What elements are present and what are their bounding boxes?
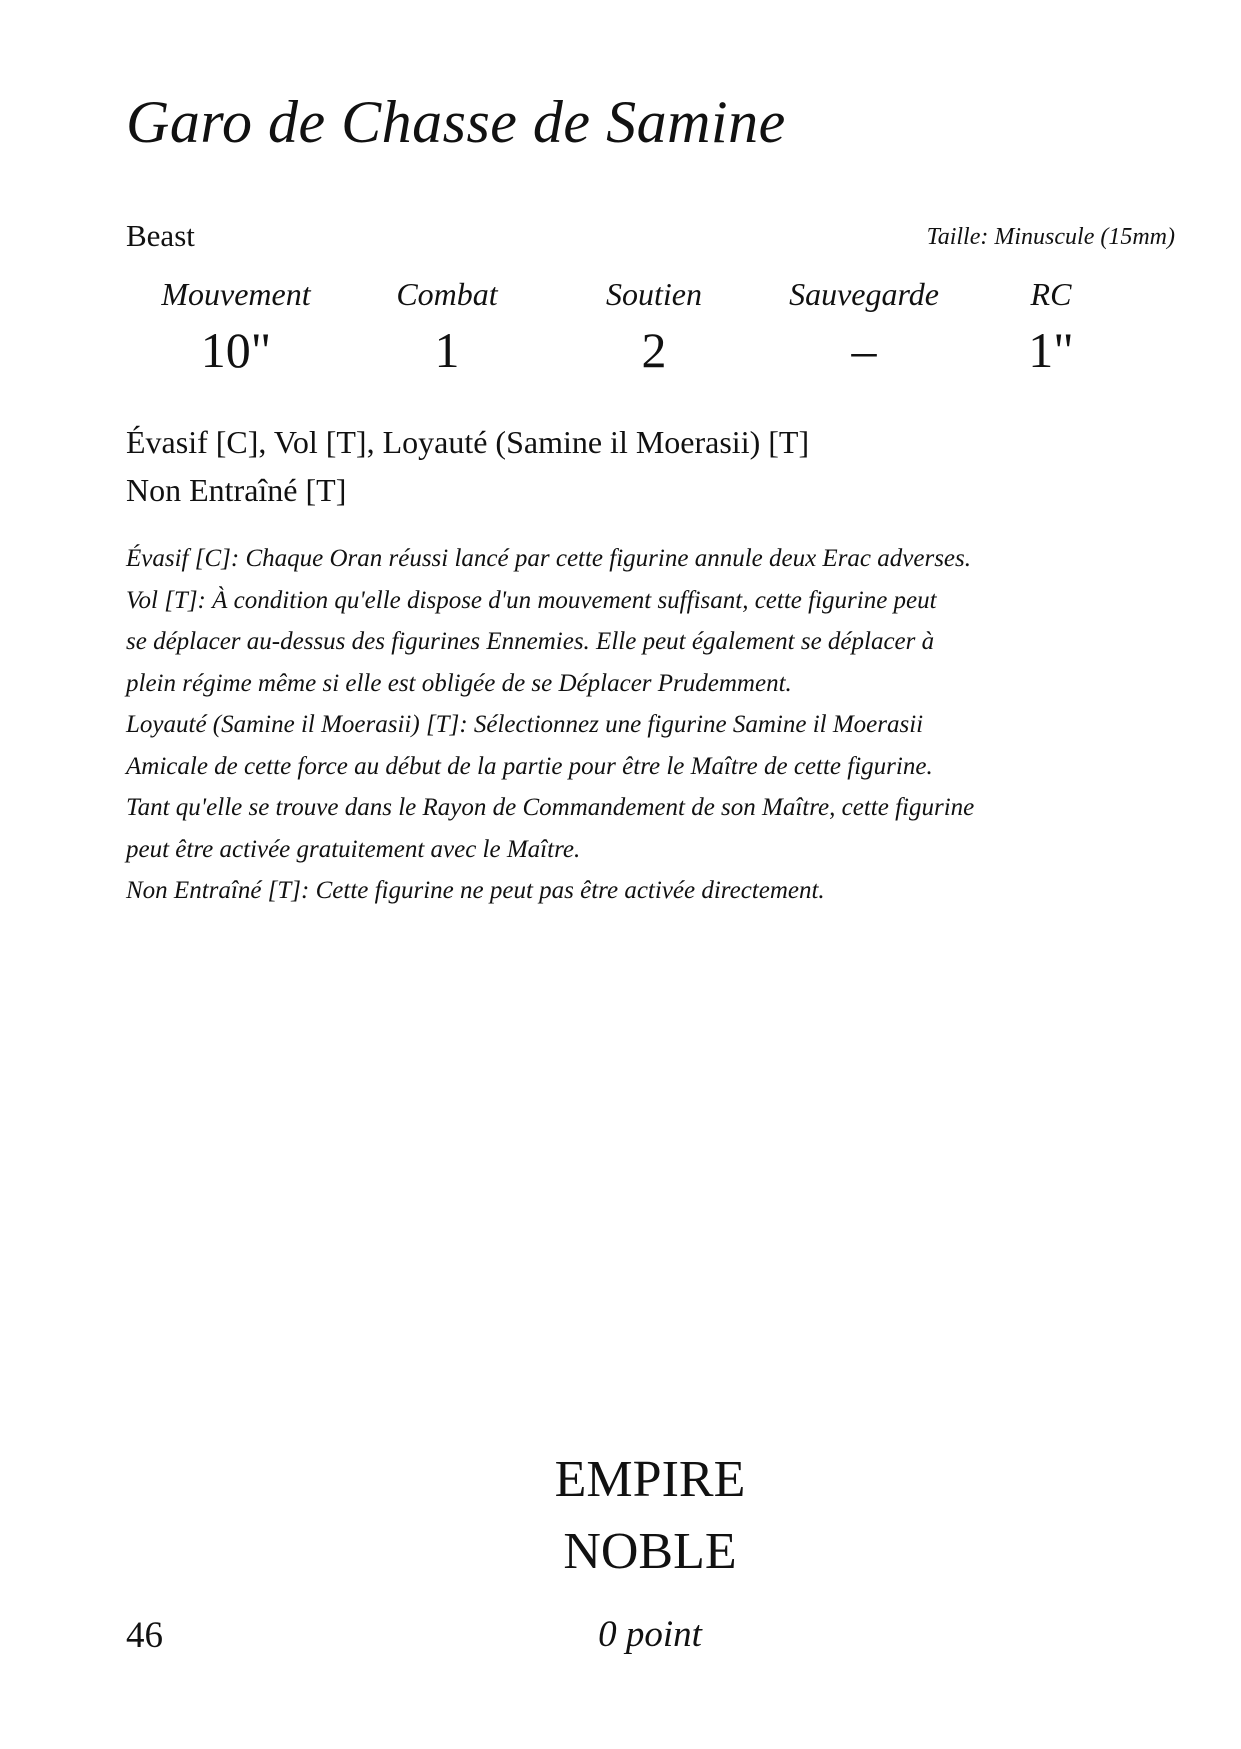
stat-movement [126, 276, 346, 379]
stat-label: Sauvegarde [789, 276, 939, 312]
trait-line: Non Entraîné [T] [126, 472, 347, 508]
stat-label: Combat [396, 276, 498, 312]
rules-line: Évasif [C]: Chaque Oran réussi lancé par cette figurine annule deux Erac adverses. [126, 545, 971, 572]
faction-name [440, 1444, 860, 1588]
rules-line: Tant qu'elle se trouve dans le Rayon de Commandement de son Maître, cette figurine [126, 794, 975, 821]
faction-line: EMPIRE [554, 1451, 746, 1508]
stat-value: 10" [200, 322, 272, 378]
stat-support [544, 276, 764, 379]
page-number: 46 [126, 1615, 163, 1656]
trait-line: Évasif [C], Vol [T], Loyauté (Samine il Moerasii) [T] [126, 424, 810, 460]
rules-line: plein régime même si elle est obligée de se Déplacer Prudemment. [126, 669, 792, 697]
stat-label: Mouvement [161, 276, 311, 312]
unit-title: Garo de Chasse de Samine [126, 89, 786, 155]
stat-line [126, 276, 1136, 396]
stat-label: Soutien [606, 276, 702, 312]
unit-type: Beast [126, 218, 195, 253]
stat-value: 2 [641, 322, 667, 378]
stat-combat [337, 276, 557, 379]
stat-label: RC [1030, 276, 1072, 312]
rules-text [126, 538, 1116, 912]
trait-list [126, 418, 809, 514]
stat-value: – [851, 322, 877, 378]
rules-line: peut être activée gratuitement avec le Maître. [126, 835, 581, 863]
stat-command-range [966, 276, 1136, 379]
stat-save [754, 276, 974, 379]
unit-size: Taille: Minuscule (15mm) [926, 224, 1175, 250]
rules-line: Amicale de cette force au début de la partie pour être le Maître de cette figurine. [126, 752, 933, 780]
faction-line: NOBLE [563, 1523, 737, 1580]
rules-line: Non Entraîné [T]: Cette figurine ne peut pas être activée directement. [126, 877, 825, 904]
rules-line: se déplacer au-dessus des figurines Ennemies. Elle peut également se déplacer à [126, 628, 935, 655]
rules-line: Loyauté (Samine il Moerasii) [T]: Sélectionnez une figurine Samine il Moerasii [126, 711, 924, 738]
stat-value: 1" [1028, 322, 1074, 378]
stat-value: 1 [434, 322, 460, 378]
rules-line: Vol [T]: À condition qu'elle dispose d'un mouvement suffisant, cette figurine peut [126, 586, 937, 614]
point-cost: 0 point [598, 1614, 702, 1655]
